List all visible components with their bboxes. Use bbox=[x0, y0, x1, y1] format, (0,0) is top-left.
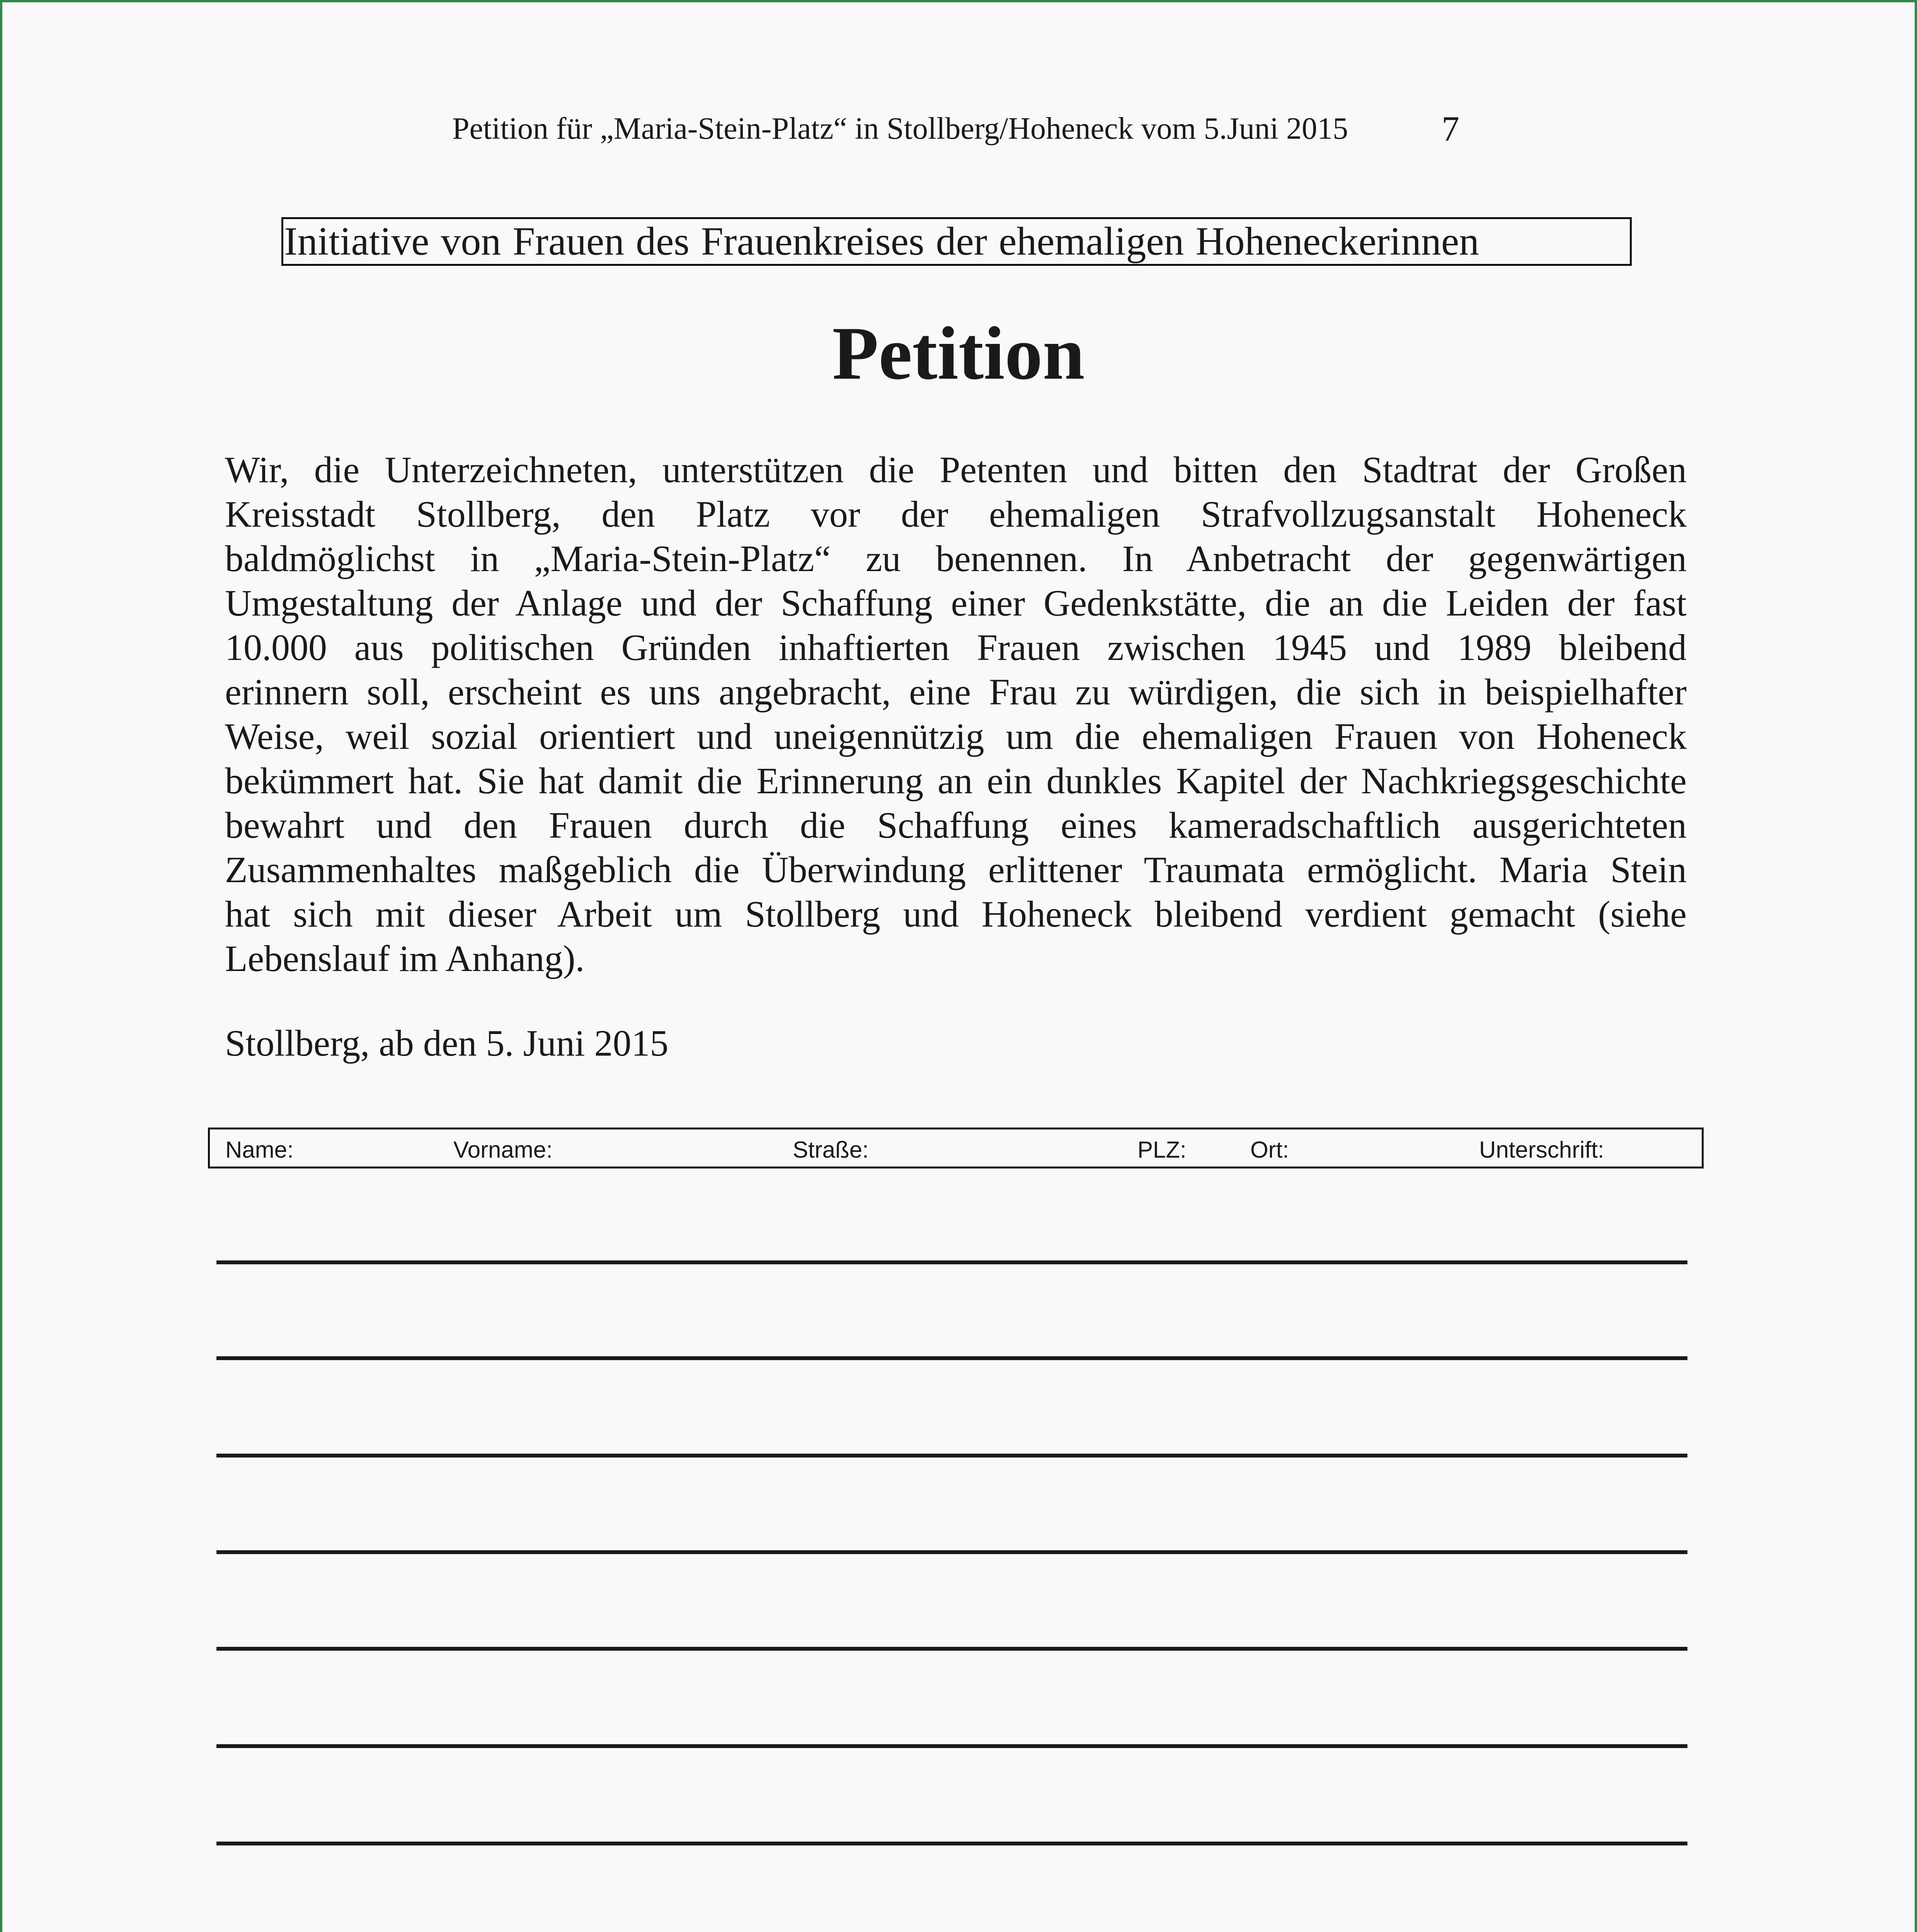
column-header-strasse: Straße: bbox=[793, 1137, 869, 1163]
signature-line[interactable] bbox=[216, 1260, 1687, 1264]
body-line: bekümmert hat. Sie hat damit die Erinnerung an ein dunkles Kapitel der Nachkriegsgeschichte bbox=[225, 760, 1687, 801]
body-line: 10.000 aus politischen Gründen inhaftierten Frauen zwischen 1945 und 1989 bleibend bbox=[225, 627, 1687, 668]
body-line: baldmöglichst in „Maria-Stein-Platz“ zu benennen. In Anbetracht der gegenwärtigen bbox=[225, 538, 1687, 579]
signature-line[interactable] bbox=[216, 1454, 1687, 1458]
running-header: Petition für „Maria-Stein-Platz“ in Stollberg/Hoheneck vom 5.Juni 2015 bbox=[452, 112, 1348, 146]
body-line: hat sich mit dieser Arbeit um Stollberg und Hoheneck bleibend verdient gemacht (siehe bbox=[225, 893, 1687, 935]
column-header-plz: PLZ: bbox=[1137, 1137, 1187, 1163]
petition-body bbox=[225, 447, 1687, 981]
signature-table-header bbox=[208, 1128, 1704, 1168]
initiative-banner: Initiative von Frauen des Frauenkreises der ehemaligen Hoheneckerinnen bbox=[281, 217, 1632, 266]
body-line: Zusammenhaltes maßgeblich die Überwindung erlittener Traumata ermöglicht. Maria Stein bbox=[225, 849, 1687, 890]
page-title: Petition bbox=[832, 311, 1085, 395]
body-line: bewahrt und den Frauen durch die Schaffung eines kameradschaftlich ausgerichteten bbox=[225, 804, 1687, 846]
page-number: 7 bbox=[1442, 109, 1459, 148]
body-line: Wir, die Unterzeichneten, unterstützen die Petenten und bitten den Stadtrat der Großen bbox=[225, 449, 1687, 490]
signature-line[interactable] bbox=[216, 1356, 1687, 1360]
column-header-vorname: Vorname: bbox=[453, 1137, 553, 1163]
signature-line[interactable] bbox=[216, 1647, 1687, 1651]
body-line: Kreisstadt Stollberg, den Platz vor der ehemaligen Strafvollzugsanstalt Hoheneck bbox=[225, 493, 1687, 535]
body-line: Weise, weil sozial orientiert und uneigennützig um die ehemaligen Frauen von Hoheneck bbox=[225, 716, 1687, 757]
signature-line[interactable] bbox=[216, 1744, 1687, 1748]
column-header-unterschrift: Unterschrift: bbox=[1479, 1137, 1604, 1163]
column-header-ort: Ort: bbox=[1250, 1137, 1289, 1163]
body-line: erinnern soll, erscheint es uns angebracht, eine Frau zu würdigen, die sich in beispielhafter bbox=[225, 671, 1687, 713]
body-line: Umgestaltung der Anlage und der Schaffung einer Gedenkstätte, die an die Leiden der fast bbox=[225, 582, 1687, 624]
signature-line[interactable] bbox=[216, 1550, 1687, 1554]
signature-line[interactable] bbox=[216, 1842, 1687, 1845]
date-place-line: Stollberg, ab den 5. Juni 2015 bbox=[225, 1022, 669, 1064]
body-line: Lebenslauf im Anhang). bbox=[225, 938, 585, 979]
column-header-name: Name: bbox=[225, 1137, 294, 1163]
